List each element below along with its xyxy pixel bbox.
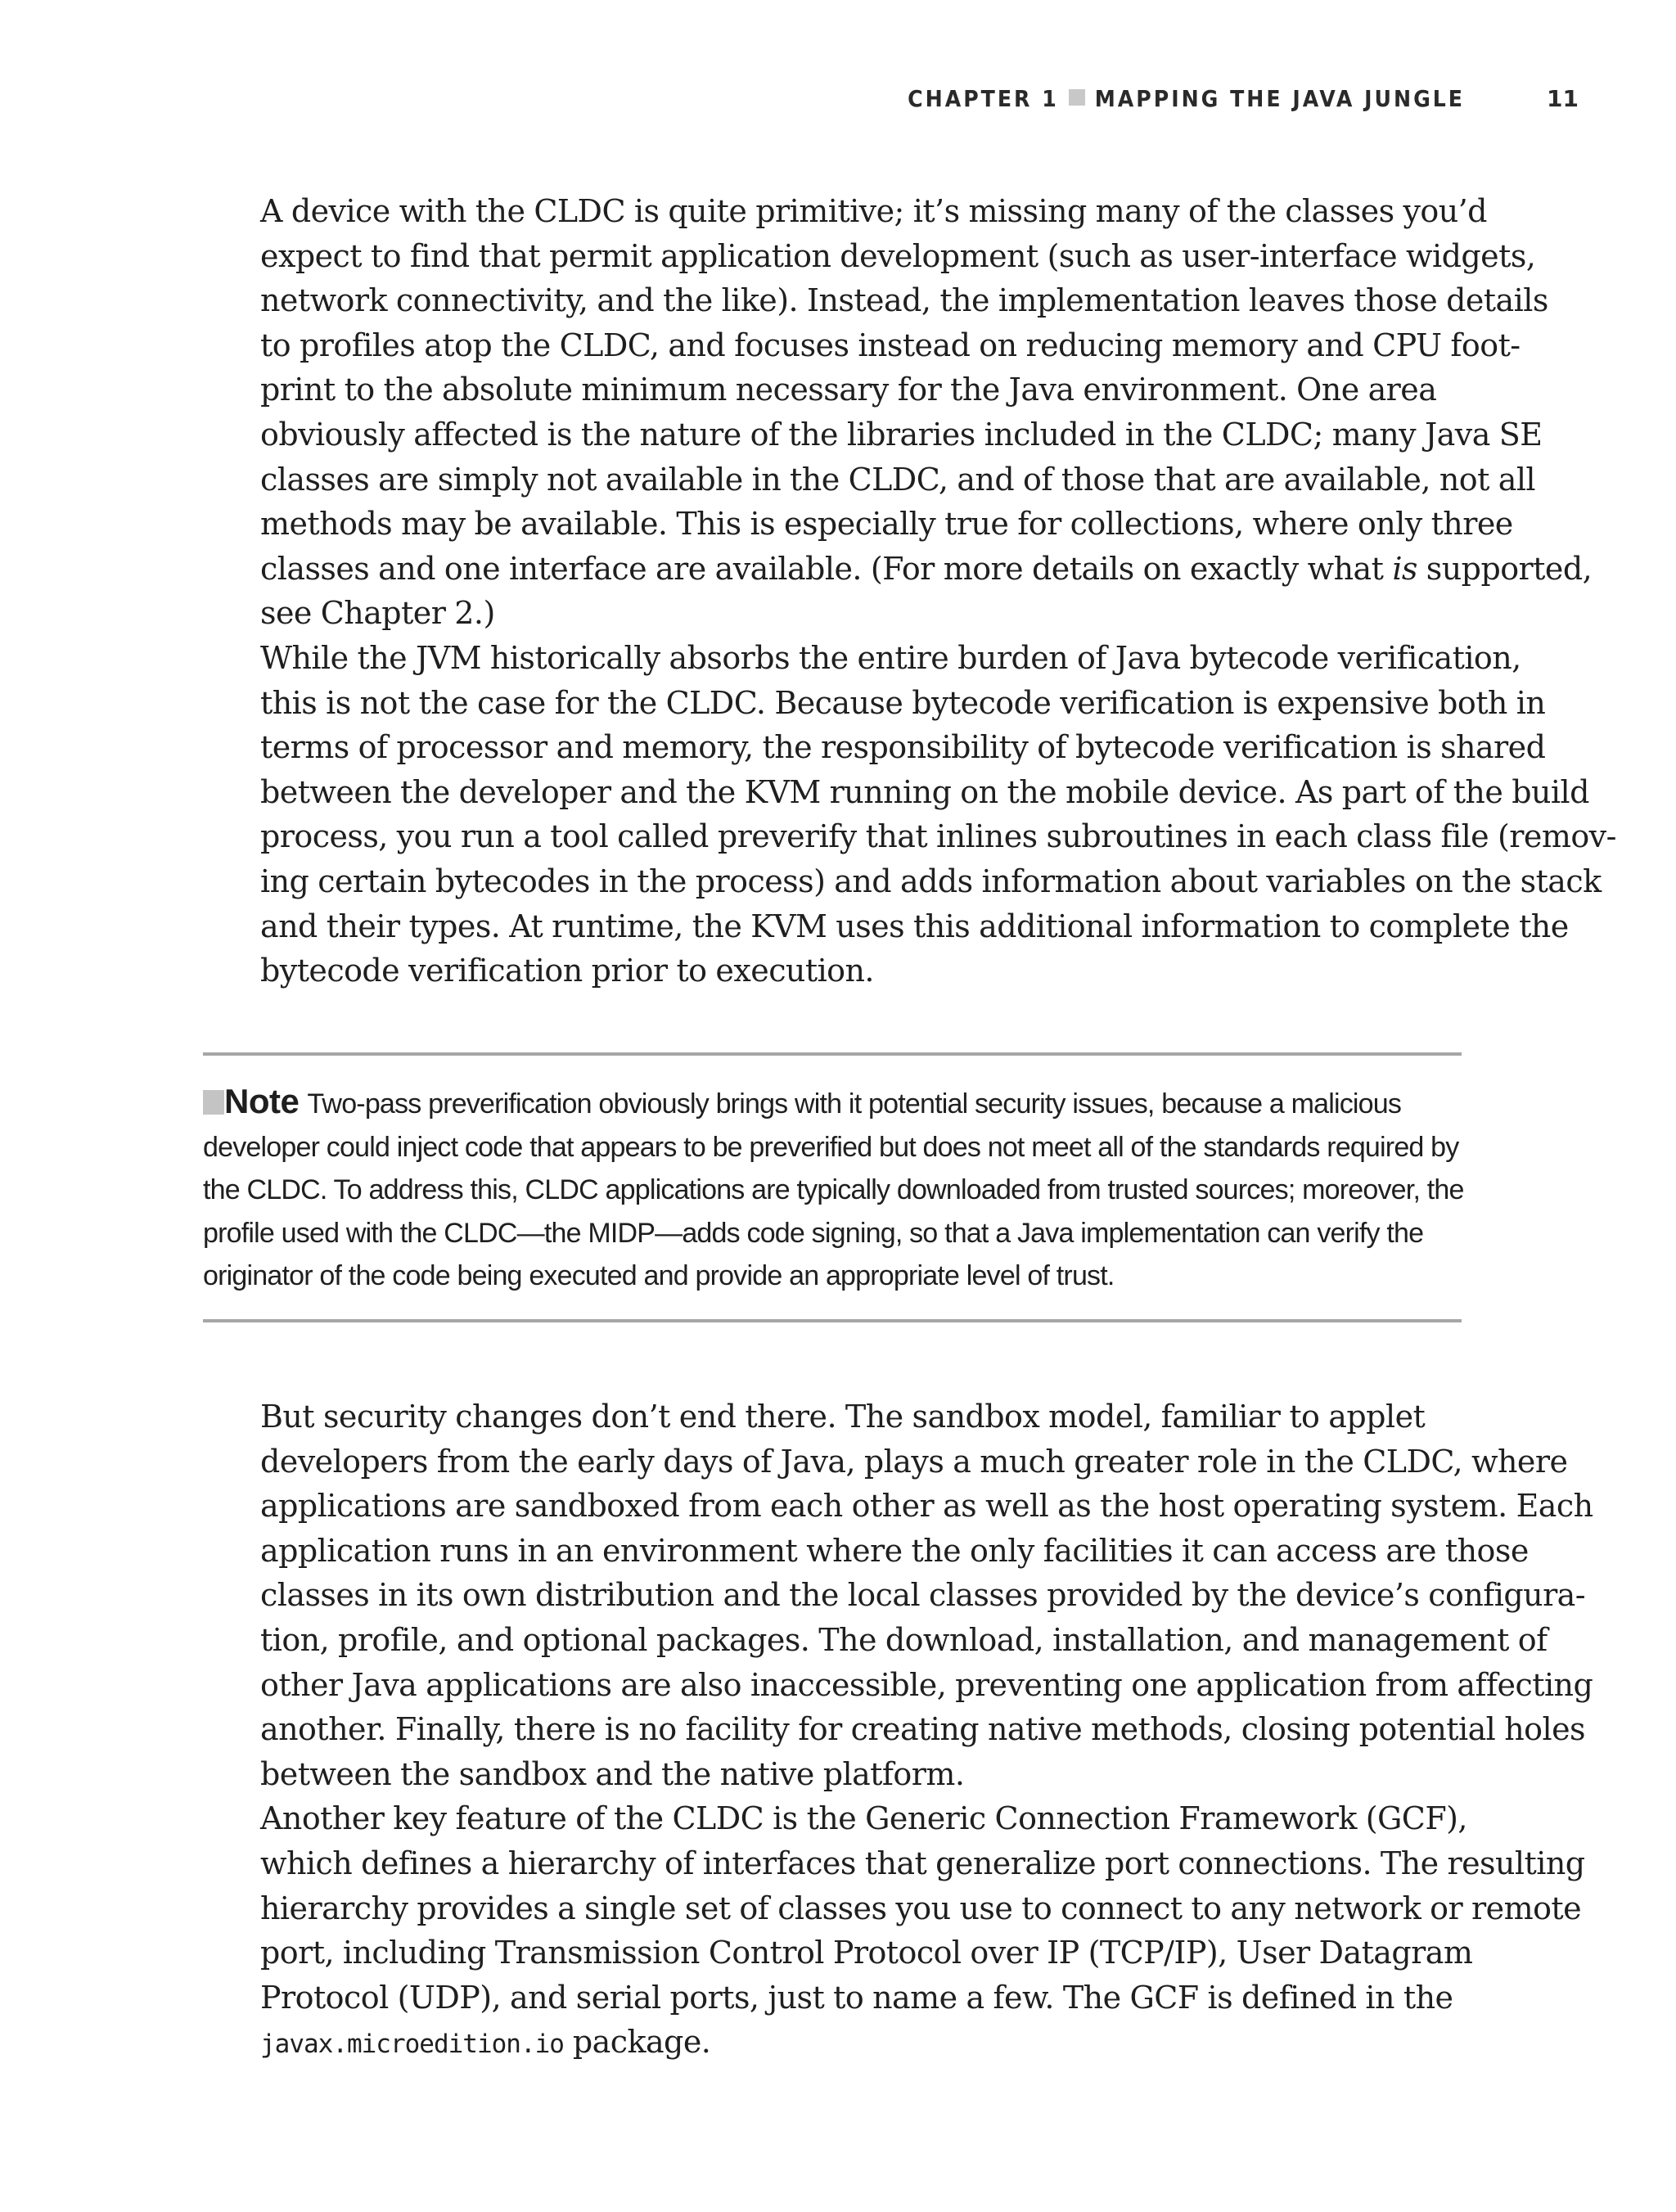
note-top-rule [203, 1052, 1462, 1056]
text-line: print to the absolute minimum necessary for the Java environment. One area [260, 372, 1437, 408]
note-line: originator of the code being executed and provide an appropriate level of trust. [203, 1260, 1115, 1291]
text-line: But security changes don’t end there. The sandbox model, familiar to applet [260, 1399, 1426, 1435]
chapter-label: CHAPTER 1 [908, 85, 1059, 112]
chapter-title: MAPPING THE JAVA JUNGLE [1094, 85, 1465, 112]
text-line: obviously affected is the nature of the libraries included in the CLDC; many Java SE [260, 416, 1543, 453]
note-line: the CLDC. To address this, CLDC applications are typically downloaded from trusted sources; moreover, the [203, 1174, 1464, 1205]
text-line: While the JVM historically absorbs the entire burden of Java bytecode verification, [260, 639, 1521, 676]
text-line: expect to find that permit application development (such as user-interface widgets, [260, 237, 1536, 274]
text-line: see Chapter 2.) [260, 595, 495, 632]
paragraph-gcf [203, 1796, 1585, 2067]
text-line: to profiles atop the CLDC, and focuses instead on reducing memory and CPU foot- [260, 327, 1521, 363]
note-box [203, 1080, 1480, 1298]
text-line: Another key feature of the CLDC is the Generic Connection Framework (GCF), [260, 1800, 1467, 1837]
text-line: developers from the early days of Java, plays a much greater role in the CLDC, where [260, 1443, 1568, 1480]
note-bottom-rule [203, 1319, 1462, 1322]
text-line: hierarchy provides a single set of classes you use to connect to any network or remote [260, 1890, 1582, 1926]
running-head [908, 85, 1465, 112]
note-marker-icon [203, 1090, 224, 1115]
emphasis-is: is [1392, 550, 1417, 587]
note-line: developer could inject code that appears to be preverified but does not meet all of the standards required by [203, 1131, 1459, 1163]
text-line: terms of processor and memory, the responsibility of bytecode verification is shared [260, 729, 1546, 766]
text-line: which defines a hierarchy of interfaces that generalize port connections. The resulting [260, 1845, 1585, 1881]
text-line: classes are simply not available in the CLDC, and of those that are available, not all [260, 461, 1536, 498]
body-text-bottom [203, 1394, 1593, 2067]
body-text-top [203, 189, 1616, 993]
text-line: ing certain bytecodes in the process) and adds information about variables on the stack [260, 863, 1602, 899]
note-line: Note Two-pass preverification obviously brings with it potential security issues, because a malicious [203, 1080, 1480, 1126]
text-line: other Java applications are also inaccessible, preventing one application from affecting [260, 1666, 1593, 1703]
text-line: network connectivity, and the like). Instead, the implementation leaves those details [260, 282, 1548, 319]
text-line: tion, profile, and optional packages. The download, installation, and management of [260, 1621, 1548, 1658]
text-line: applications are sandboxed from each other as well as the host operating system. Each [260, 1488, 1593, 1525]
text-line: between the developer and the KVM running on the mobile device. As part of the build [260, 773, 1589, 810]
text-line: process, you run a tool called preverify that inlines subroutines in each class file (remov- [260, 818, 1616, 855]
text-line: application runs in an environment where the only facilities it can access are those [260, 1532, 1529, 1569]
paragraph-cldc-primitive [203, 189, 1593, 636]
paragraph-bytecode-verification [203, 636, 1616, 993]
text-line: methods may be available. This is especially true for collections, where only three [260, 506, 1513, 543]
note-line: profile used with the CLDC—the MIDP—adds code signing, so that a Java implementation can verify the [203, 1217, 1424, 1249]
text-line: port, including Transmission Control Protocol over IP (TCP/IP), User Datagram [260, 1935, 1473, 1971]
text-line: and their types. At runtime, the KVM uses this additional information to complete the [260, 908, 1569, 944]
paragraph-sandbox [203, 1394, 1593, 1796]
text-line: Protocol (UDP), and serial ports, just to name a few. The GCF is defined in the [260, 1979, 1453, 2016]
page-number: 11 [1547, 85, 1579, 112]
text-line: between the sandbox and the native platform. [260, 1755, 965, 1792]
separator-square-icon [1069, 89, 1085, 106]
text-line: this is not the case for the CLDC. Because bytecode verification is expensive both in [260, 684, 1546, 721]
text-line: javax.microedition.io package. [260, 2024, 711, 2061]
text-line: classes in its own distribution and the local classes provided by the device’s configura- [260, 1577, 1586, 1614]
text-line: classes and one interface are available. (For more details on exactly what is supported, [260, 550, 1593, 587]
text-line: bytecode verification prior to execution. [260, 953, 874, 989]
text-line: another. Finally, there is no facility for creating native methods, closing potential holes [260, 1711, 1585, 1748]
text-line: A device with the CLDC is quite primitive; it’s missing many of the classes you’d [260, 193, 1487, 229]
package-name-code: javax.microedition.io [260, 2030, 564, 2060]
note-heading: Note [224, 1082, 300, 1120]
